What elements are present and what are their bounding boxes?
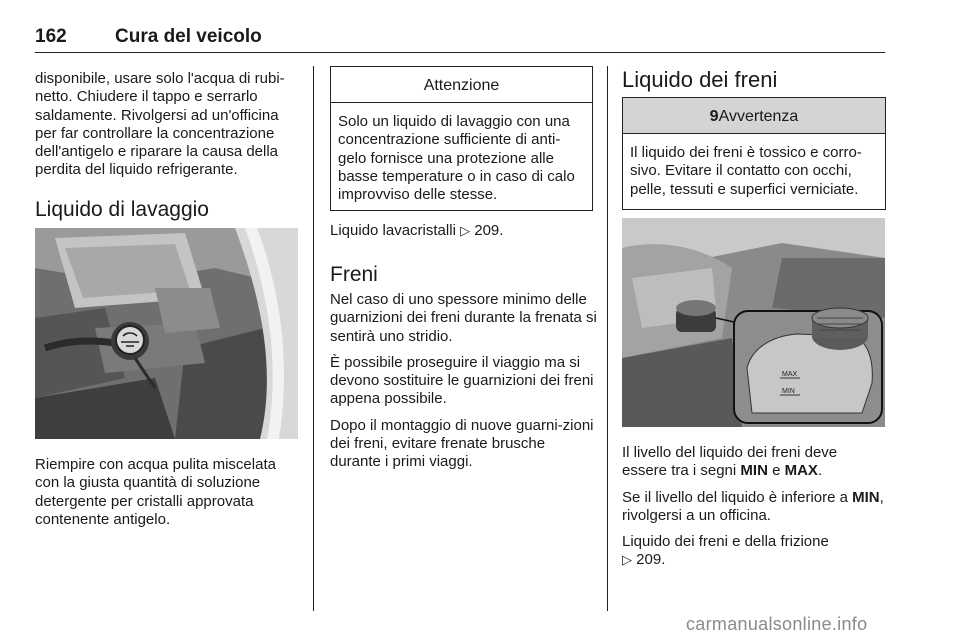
washer-ref-page-link[interactable]: 209. (474, 222, 504, 239)
min-mark: MIN (782, 388, 795, 395)
right-column-text (622, 444, 884, 570)
brake-fluid-reference (622, 533, 884, 570)
watermark: carmanualsonline.info (686, 614, 868, 634)
washer-ref-text: Liquido lavacristalli (330, 222, 456, 239)
brakes-para-1: Nel caso di uno spessore minimo delle guarnizioni dei freni durante la frenata si sentirà uno stridio. (330, 291, 597, 345)
para2-min: MIN (852, 488, 880, 506)
brakes-para-2: È possibile proseguire il viaggio ma si devono sostituire le guarnizioni dei freni appena possibile. (330, 353, 594, 408)
brake-fluid-reservoir-image (622, 218, 885, 427)
para2-rest: , rivolgersi a un officina. (622, 488, 884, 524)
coolant-intro-text: disponibile, usare solo l'acqua di rubi-netto. Chiudere il tappo e serrarlo saldamente. Rivolgersi ad un'officina per far controllare la concentrazione dell'antigelo e riparare la causa della perdita del liquido refrigerante. (35, 70, 285, 179)
washer-caption: Riempire con acqua pulita miscelata con la giusta quantità di soluzione detergente per cristalli approvata contenente antigelo. (35, 456, 276, 528)
brake-ref-page-link[interactable]: 209. (636, 551, 666, 569)
page-number: 162 (35, 26, 67, 47)
para1-text: Il livello del liquido dei freni deve essere tra i segni (622, 444, 838, 480)
brake-fluid-para-1 (622, 444, 884, 481)
attention-text: Solo un liquido di lavaggio con una concentrazione sufficiente di anti-gelo fornisce una protezione alle basse temperature o in caso di calo improvviso delle stesse. (338, 113, 575, 204)
warning-icon: 9 (709, 108, 719, 125)
brakes-heading: Freni (330, 263, 378, 286)
para1-end: . (817, 462, 823, 480)
washer-caption-column (35, 456, 300, 529)
warning-header (623, 98, 885, 134)
chapter-title: Cura del veicolo (115, 26, 262, 47)
para2-text: Se il livello del liquido è inferiore a (622, 488, 848, 506)
washer-reservoir-image (35, 228, 298, 439)
brakes-para-3: Dopo il montaggio di nuove guarni-zioni dei freni, evitare frenate brusche durante i primi viaggi. (330, 416, 594, 471)
brakes-text (330, 291, 598, 480)
brake-ref-text: Liquido dei freni e della frizione (622, 533, 829, 551)
page-header (35, 24, 885, 53)
washer-fluid-reference (330, 222, 598, 240)
max-mark: MAX (782, 371, 798, 378)
para1-max: MAX (784, 462, 818, 480)
para1-min: MIN (740, 462, 768, 480)
column-divider-right (607, 66, 608, 611)
middle-column (330, 222, 598, 240)
para1-and: e (772, 462, 781, 480)
left-column (35, 70, 300, 180)
warning-text: Il liquido dei freni è tossico e corro-sivo. Evitare il contatto con occhi, pelle, tessuti e superfici verniciate. (630, 144, 862, 198)
attention-box (330, 66, 593, 211)
brake-fluid-para-2 (622, 489, 884, 526)
column-divider-left (313, 66, 314, 611)
page-reference-icon: ▷ (460, 223, 471, 238)
warning-title: Avvertenza (718, 108, 799, 125)
attention-title: Attenzione (331, 67, 592, 103)
warning-box (622, 97, 886, 210)
washer-fluid-heading: Liquido di lavaggio (35, 198, 209, 221)
page-reference-icon: ▷ (622, 552, 632, 568)
brake-fluid-heading: Liquido dei freni (622, 67, 778, 92)
